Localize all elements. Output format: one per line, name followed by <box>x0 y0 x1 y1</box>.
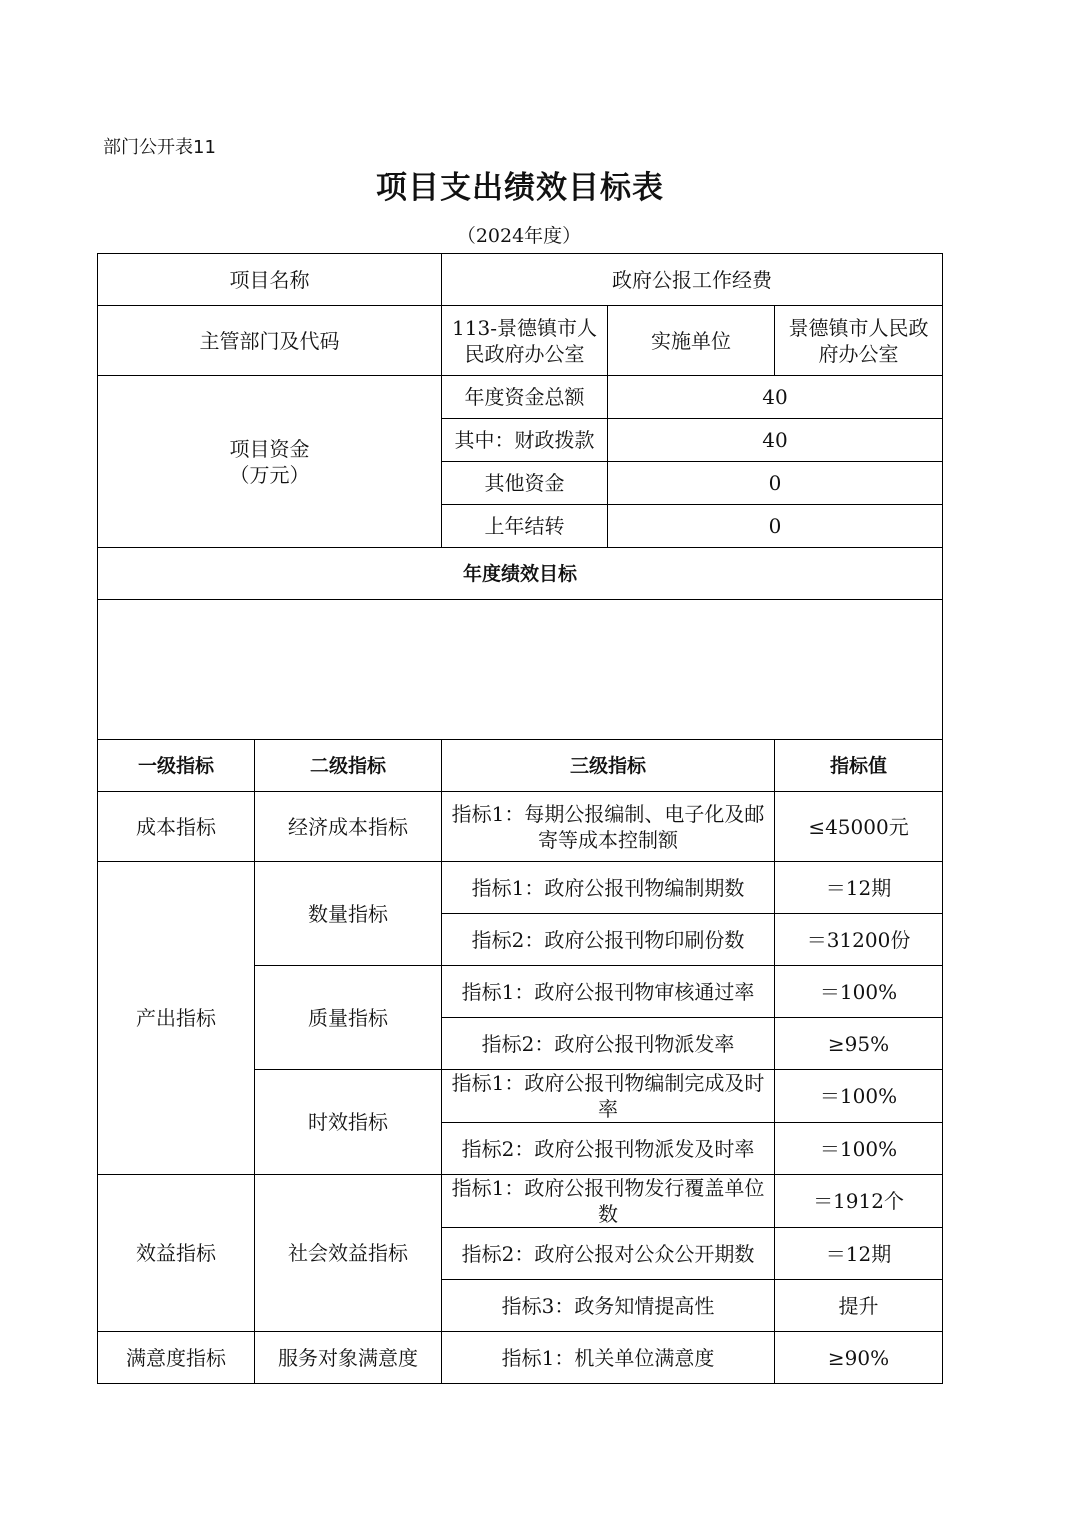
fund-item-value: 0 <box>608 505 943 548</box>
fund-item-value: 40 <box>608 419 943 462</box>
project-name-label: 项目名称 <box>98 254 442 306</box>
level2-cell: 质量指标 <box>255 966 442 1070</box>
annual-goal-header: 年度绩效目标 <box>98 548 943 600</box>
level3-cell: 指标1：政府公报刊物发行覆盖单位数 <box>442 1175 775 1228</box>
fund-item-value: 0 <box>608 462 943 505</box>
project-name-value: 政府公报工作经费 <box>442 254 943 306</box>
indicator-value: ＝31200份 <box>775 914 943 966</box>
table-row <box>98 792 943 862</box>
level2-cell: 经济成本指标 <box>255 792 442 862</box>
indicator-value: ＝12期 <box>775 862 943 914</box>
table-row <box>98 376 943 419</box>
level1-cell: 效益指标 <box>98 1175 255 1332</box>
level1-cell: 成本指标 <box>98 792 255 862</box>
level3-cell: 指标2：政府公报刊物印刷份数 <box>442 914 775 966</box>
level3-cell: 指标1：机关单位满意度 <box>442 1332 775 1384</box>
level2-header: 二级指标 <box>255 740 442 792</box>
table-row <box>98 254 943 306</box>
table-row <box>98 600 943 740</box>
level3-cell: 指标2：政府公报对公众公开期数 <box>442 1228 775 1280</box>
fund-item-value: 40 <box>608 376 943 419</box>
level1-cell: 产出指标 <box>98 862 255 1175</box>
level3-cell: 指标1：政府公报刊物编制完成及时率 <box>442 1070 775 1123</box>
level3-header: 三级指标 <box>442 740 775 792</box>
level3-cell: 指标1：政府公报刊物编制期数 <box>442 862 775 914</box>
level3-cell: 指标1：政府公报刊物审核通过率 <box>442 966 775 1018</box>
project-fund-label <box>98 376 442 548</box>
table-row <box>98 862 943 914</box>
value-header: 指标值 <box>775 740 943 792</box>
level2-cell: 数量指标 <box>255 862 442 966</box>
implementing-unit-label: 实施单位 <box>608 306 775 376</box>
level2-cell: 社会效益指标 <box>255 1175 442 1332</box>
table-row <box>98 740 943 792</box>
fund-item-label: 年度资金总额 <box>442 376 608 419</box>
implementing-unit-value: 景德镇市人民政府办公室 <box>775 306 943 376</box>
fund-item-label: 上年结转 <box>442 505 608 548</box>
level3-cell: 指标1：每期公报编制、电子化及邮寄等成本控制额 <box>442 792 775 862</box>
indicator-value: ＝1912个 <box>775 1175 943 1228</box>
page-title: 项目支出绩效目标表 <box>376 170 664 206</box>
indicator-value: ≤45000元 <box>775 792 943 862</box>
indicator-value: 提升 <box>775 1280 943 1332</box>
indicator-value: ＝12期 <box>775 1228 943 1280</box>
table-row <box>98 1175 943 1228</box>
level3-cell: 指标2：政府公报刊物派发及时率 <box>442 1123 775 1175</box>
table-row <box>98 306 943 376</box>
indicator-value: ＝100% <box>775 966 943 1018</box>
department-label: 主管部门及代码 <box>98 306 442 376</box>
fund-item-label: 其他资金 <box>442 462 608 505</box>
level2-cell: 服务对象满意度 <box>255 1332 442 1384</box>
indicator-value: ≥90% <box>775 1332 943 1384</box>
indicator-value: ＝100% <box>775 1070 943 1123</box>
annual-goal-content <box>98 600 943 740</box>
project-fund-unit: （万元） <box>229 462 310 487</box>
indicator-value: ≥95% <box>775 1018 943 1070</box>
level3-cell: 指标2：政府公报刊物派发率 <box>442 1018 775 1070</box>
fiscal-year: （2024年度） <box>456 225 582 247</box>
indicator-value: ＝100% <box>775 1123 943 1175</box>
fund-item-label: 其中：财政拨款 <box>442 419 608 462</box>
level2-cell: 时效指标 <box>255 1070 442 1175</box>
table-row <box>98 1332 943 1384</box>
level3-cell: 指标3：政务知情提高性 <box>442 1280 775 1332</box>
level1-cell: 满意度指标 <box>98 1332 255 1384</box>
table-row <box>98 548 943 600</box>
project-fund-title: 项目资金 <box>229 436 310 461</box>
performance-table <box>97 253 943 1384</box>
department-value: 113-景德镇市人民政府办公室 <box>442 306 608 376</box>
level1-header: 一级指标 <box>98 740 255 792</box>
table-number: 部门公开表11 <box>103 137 216 158</box>
